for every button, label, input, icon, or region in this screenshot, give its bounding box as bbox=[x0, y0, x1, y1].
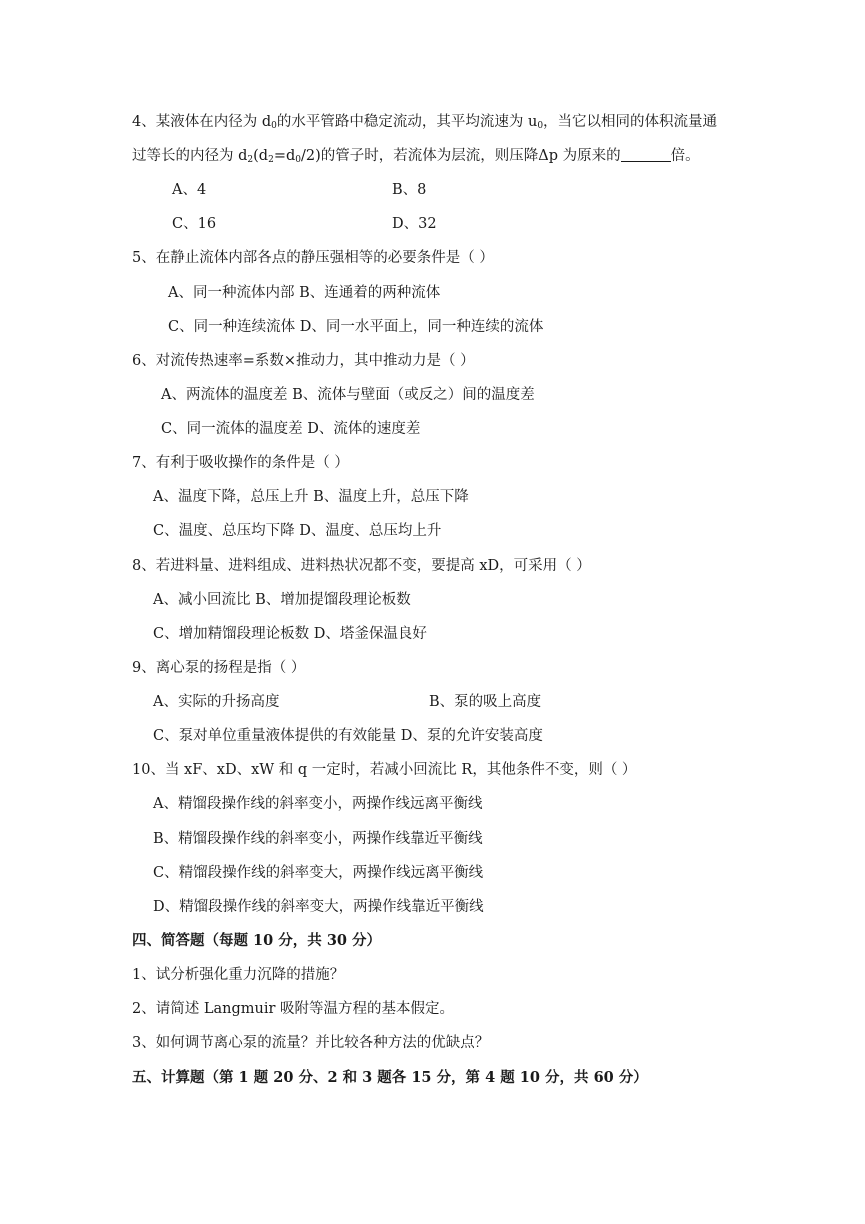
q9-options-row2: C、泵对单位重量液体提供的有效能量 D、泵的允许安装高度 bbox=[153, 728, 543, 744]
q6-options-row2: C、同一流体的温度差 D、流体的速度差 bbox=[161, 421, 421, 437]
q10-option-c: C、精馏段操作线的斜率变大，两操作线远离平衡线 bbox=[153, 865, 484, 881]
section4-title: 四、简答题（每题 10 分，共 30 分） bbox=[132, 932, 382, 949]
q4-option-a: A、4 bbox=[172, 182, 207, 198]
q10-stem: 10、当 xF、xD、xW 和 q 一定时，若减小回流比 R，其他条件不变，则（ ） bbox=[132, 762, 637, 778]
section5-title: 五、计算题（第 1 题 20 分、2 和 3 题各 15 分，第 4 题 10 分，共 60 分） bbox=[132, 1069, 648, 1086]
q7-stem: 7、有利于吸收操作的条件是（ ） bbox=[132, 455, 349, 471]
q4-option-c: C、16 bbox=[172, 216, 217, 232]
q4-option-d: D、32 bbox=[392, 216, 437, 232]
q9-option-a: A、实际的升扬高度 bbox=[153, 694, 280, 710]
q5-options-row1: A、同一种流体内部 B、连通着的两种流体 bbox=[168, 285, 441, 301]
q7-options-row1: A、温度下降，总压上升 B、温度上升，总压下降 bbox=[153, 489, 469, 505]
q10-option-a: A、精馏段操作线的斜率变小，两操作线远离平衡线 bbox=[153, 796, 483, 812]
q6-stem: 6、对流传热速率=系数×推动力，其中推动力是（ ） bbox=[132, 353, 475, 369]
answer-blank bbox=[621, 147, 671, 162]
q8-options-row2: C、增加精馏段理论板数 D、塔釜保温良好 bbox=[153, 626, 427, 642]
q8-stem: 8、若进料量、进料组成、进料热状况都不变，要提高 xD，可采用（ ） bbox=[132, 558, 591, 574]
q4-option-b: B、8 bbox=[392, 182, 427, 198]
q7-options-row2: C、温度、总压均下降 D、温度、总压均上升 bbox=[153, 523, 442, 539]
section4-item-1: 1、试分析强化重力沉降的措施？ bbox=[132, 967, 345, 983]
q10-option-b: B、精馏段操作线的斜率变小，两操作线靠近平衡线 bbox=[153, 831, 483, 847]
section4-item-3: 3、如何调节离心泵的流量？并比较各种方法的优缺点？ bbox=[132, 1035, 490, 1051]
q10-option-d: D、精馏段操作线的斜率变大，两操作线靠近平衡线 bbox=[153, 899, 484, 915]
q5-options-row2: C、同一种连续流体 D、同一水平面上，同一种连续的流体 bbox=[168, 319, 544, 335]
q6-options-row1: A、两流体的温度差 B、流体与壁面（或反之）间的温度差 bbox=[161, 387, 535, 403]
q5-stem: 5、在静止流体内部各点的静压强相等的必要条件是（ ） bbox=[132, 250, 494, 266]
section4-item-2: 2、请简述 Langmuir 吸附等温方程的基本假定。 bbox=[132, 1001, 454, 1017]
q4-stem-line1: 4、某液体在内径为 $d_0$的水平管路中稳定流动，其平均流速为 $u_0$，当它以相同的体积流量通 bbox=[132, 114, 718, 131]
q9-option-b: B、泵的吸上高度 bbox=[429, 694, 542, 710]
q9-stem: 9、离心泵的扬程是指（ ） bbox=[132, 660, 306, 676]
q8-options-row1: A、减小回流比 B、增加提馏段理论板数 bbox=[153, 592, 411, 608]
q4-stem-line2: 过等长的内径为 $d_2(d_2=d_0/2)$的管子时，若流体为层流，则压降Δp 为原来的 倍。 bbox=[132, 148, 700, 165]
